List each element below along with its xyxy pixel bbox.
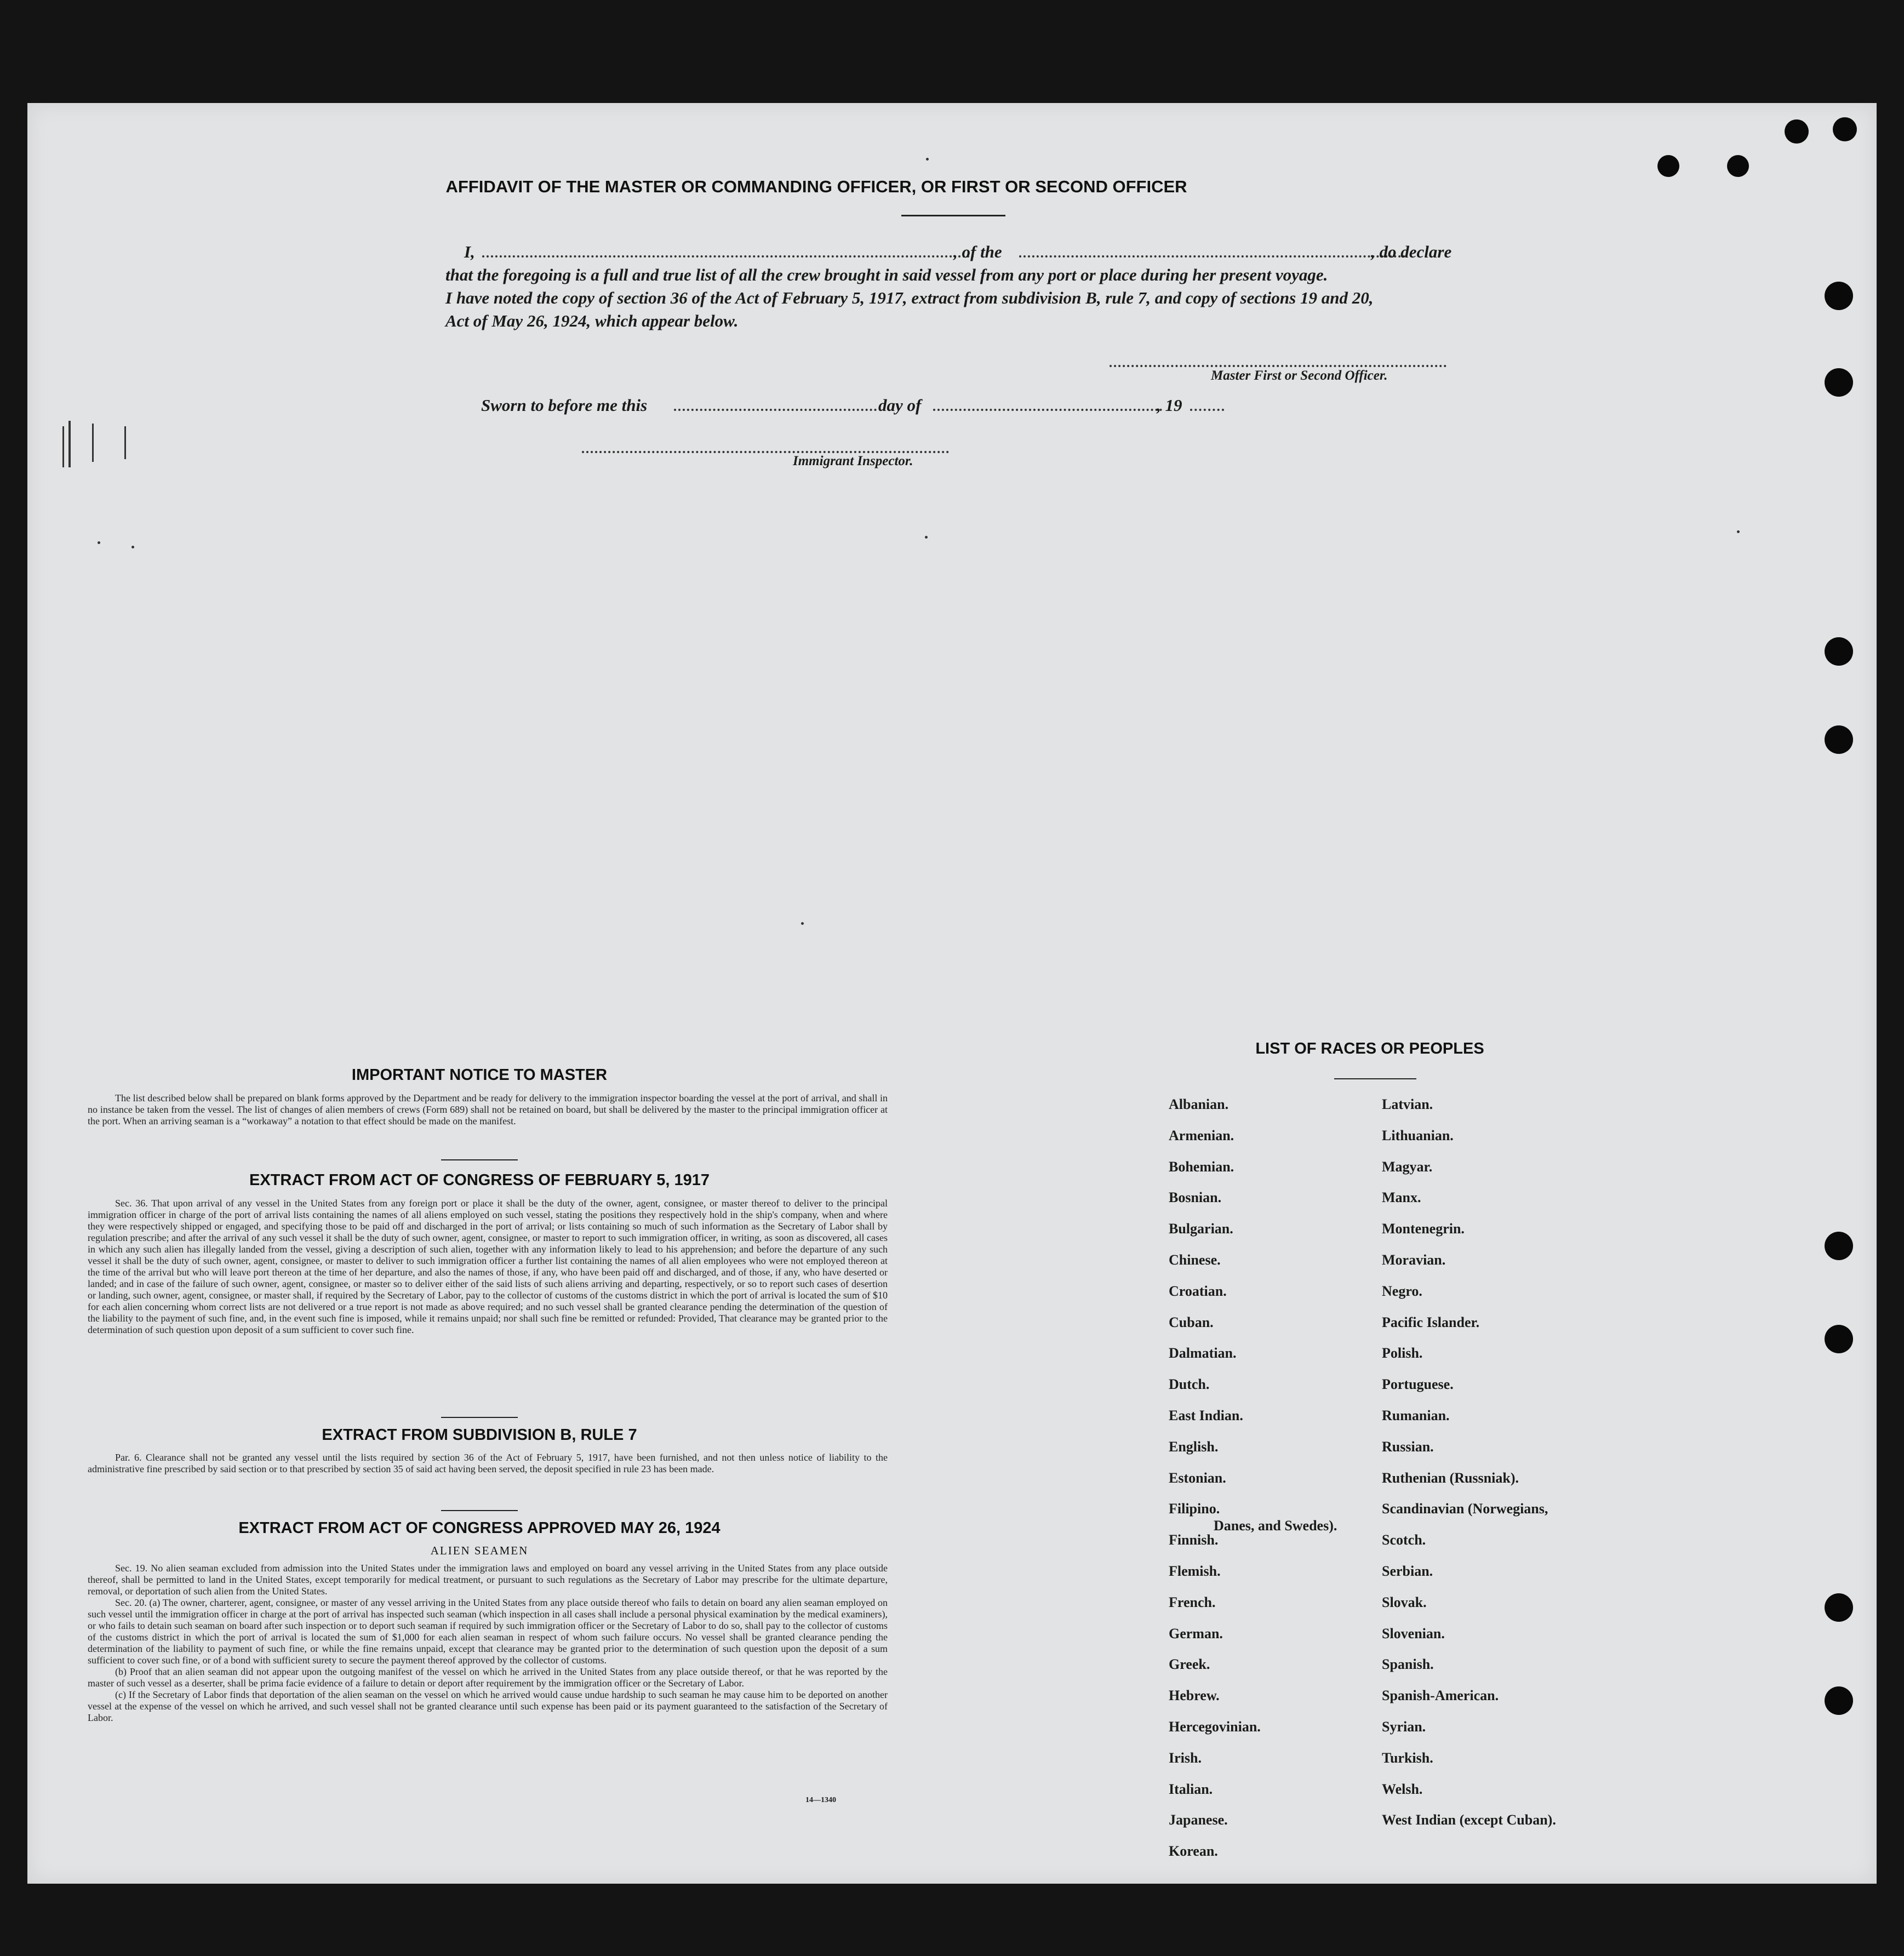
race-item: Pacific Islander. — [1382, 1314, 1480, 1330]
stray-mark — [926, 158, 929, 161]
punch-hole — [1825, 637, 1853, 666]
alien-seamen-subtitle: ALIEN SEAMEN — [430, 1544, 529, 1557]
stray-mark — [801, 922, 804, 925]
vessel-blank — [1019, 255, 1405, 258]
race-item: Moravian. — [1382, 1252, 1446, 1268]
race-item: Korean. — [1169, 1843, 1218, 1860]
title-rule — [901, 215, 1005, 216]
affidavit-declare-label: , do declare — [1371, 242, 1452, 261]
race-item: Portuguese. — [1382, 1376, 1454, 1393]
race-item: Finnish. — [1169, 1532, 1219, 1548]
race-item: English. — [1169, 1438, 1219, 1455]
affidavit-i-label: I, — [464, 242, 475, 261]
notice-paragraph: The list described below shall be prepared on blank forms approved by the Department and be ready for delivery to the immigration inspector boarding the vessel at the port of arrival, and shall in no instance be taken from the vessel. The list of changes of alien members of crews (Form 689) shall not be retained on board, but shall be delivered by the master to the principal immigration officer at the port. When an arriving seaman is a “workaway” a notation to that effect should be made on the manifest. — [88, 1093, 888, 1126]
race-item: Welsh. — [1382, 1781, 1423, 1797]
race-item: Hercegovinian. — [1169, 1719, 1261, 1735]
inspector-signature-label: Immigrant Inspector. — [793, 454, 913, 468]
race-item: Italian. — [1169, 1781, 1213, 1797]
sec-19-paragraph: Sec. 19. No alien seaman excluded from admission into the United States under the immigration laws and employed on board any vessel arriving in the United States from any place outside thereof, shall be permitted to land in the United States, except temporarily for medical treatment, or pursuant to such regulations as the Secretary of Labor may prescribe for the ultimate departure, removal, or deportation of such alien from the United States. — [88, 1563, 888, 1597]
stray-mark — [62, 426, 64, 467]
extract-rule7-text — [88, 1452, 888, 1475]
master-signature-line — [1110, 365, 1446, 367]
inspector-signature-line — [582, 451, 949, 453]
race-item: Syrian. — [1382, 1719, 1426, 1735]
race-item: Scandinavian (Norwegians, — [1382, 1501, 1548, 1517]
section-rule — [441, 1417, 518, 1418]
punch-hole — [1825, 368, 1853, 397]
name-blank — [482, 255, 974, 258]
race-item: Hebrew. — [1169, 1688, 1220, 1704]
punch-hole — [1825, 282, 1853, 310]
race-item: Irish. — [1169, 1749, 1202, 1766]
race-item: Slovak. — [1382, 1594, 1427, 1610]
race-item: Cuban. — [1169, 1314, 1214, 1330]
race-item: Bulgarian. — [1169, 1221, 1233, 1237]
section-rule — [441, 1159, 518, 1160]
race-item: Spanish-American. — [1382, 1688, 1499, 1704]
extract-1917-text — [88, 1198, 888, 1336]
sworn-month-blank — [933, 409, 1162, 411]
extract-1917-title: EXTRACT FROM ACT OF CONGRESS OF FEBRUARY 5, 1917 — [249, 1171, 710, 1189]
punch-hole — [1657, 155, 1679, 177]
race-item: Serbian. — [1382, 1563, 1433, 1579]
punch-hole — [1825, 1325, 1853, 1353]
punch-hole — [1825, 1593, 1853, 1622]
affidavit-of-the-label: , of the — [953, 242, 1002, 261]
punch-hole — [1727, 155, 1749, 177]
punch-hole — [1785, 119, 1809, 144]
day-of-label: day of — [878, 396, 922, 415]
notice-title: IMPORTANT NOTICE TO MASTER — [351, 1066, 608, 1084]
race-item: Croatian. — [1169, 1283, 1227, 1299]
race-item: Filipino. — [1169, 1501, 1220, 1517]
rule7-paragraph: Par. 6. Clearance shall not be granted any vessel until the lists required by section 36 of the Act of February 5, 1917, have been furnished, and not then unless notice of liability to the administrative fine prescribed by said section or to that prescribed by section 35 of said act having been served, the deposit specified in rule 23 has been made. — [88, 1452, 888, 1474]
race-item: Dutch. — [1169, 1376, 1210, 1393]
master-signature-label: Master First or Second Officer. — [1211, 368, 1388, 383]
extract-1924-title: EXTRACT FROM ACT OF CONGRESS APPROVED MAY 26, 1924 — [238, 1519, 721, 1537]
stray-mark — [925, 536, 928, 539]
race-item: Armenian. — [1169, 1127, 1234, 1143]
race-item: Danes, and Swedes). — [1214, 1518, 1337, 1534]
race-item: Magyar. — [1382, 1158, 1433, 1175]
sworn-label: Sworn to before me this — [481, 396, 648, 415]
race-item: Lithuanian. — [1382, 1127, 1454, 1143]
punch-hole — [1833, 117, 1857, 141]
race-item: Chinese. — [1169, 1252, 1221, 1268]
affidavit-line-3: I have noted the copy of section 36 of the Act of February 5, 1917, extract from subdivision B, rule 7, and copy of sections 19 and 20, — [445, 288, 1374, 307]
section-36-paragraph: Sec. 36. That upon arrival of any vessel in the United States from any foreign port or place it shall be the duty of the owner, agent, consignee, or master thereof to deliver to the principal immigration officer in charge of the port of arrival lists containing the names of all aliens employed on such vessel, stating the positions they respectively hold in the ship's company, when and where they were respectively shipped or engaged, and specifying those to be paid off and discharged in the port of arrival; or lists containing so much of such information as the Secretary of Labor shall by regulation prescribe; and after the arrival of any such vessel it shall be the duty of such owner, agent, consignee, or master to report to such immigration officer, in writing, as soon as discovered, all cases in which any such alien has illegally landed from the vessel, giving a description of such alien, together with any information likely to lead to his apprehension; and before the departure of any such vessel it shall be the duty of such owner, agent, consignee, or master to deliver to such immigration officer a further list containing the names of all alien employees who were not employed thereon at the time of the arrival but who will leave port thereon at the time of her departure, and also the names of those, if any, who have been paid off and discharged, and of those, if any, who have deserted or landed; and in case of the failure of such owner, agent, consignee, or master so to deliver either of the said lists of such aliens arriving and departing, respectively, or so to report such cases of desertion or landing, such owner, agent, consignee, or master shall, if required by the Secretary of Labor, pay to the collector of customs of the customs district in which the port of arrival is located the sum of $10 for each alien concerning whom correct lists are not delivered or a true report is not made as above required; and no such vessel shall be granted clearance pending the determination of the question of the liability to the payment of such fine, and, in the event such fine is imposed, while it remains unpaid; nor shall such fine be remitted or refunded: Provided, That clearance may be granted prior to the determination of such question upon deposit of a sum sufficient to cover such fine. — [88, 1198, 888, 1335]
extract-rule7-title: EXTRACT FROM SUBDIVISION B, RULE 7 — [322, 1426, 637, 1444]
race-item: Polish. — [1382, 1345, 1423, 1362]
affidavit-title: AFFIDAVIT OF THE MASTER OR COMMANDING OFFICER, OR FIRST OR SECOND OFFICER — [445, 177, 1187, 196]
race-item: East Indian. — [1169, 1408, 1243, 1423]
punch-hole — [1825, 725, 1853, 754]
race-item: Negro. — [1382, 1283, 1422, 1299]
race-item: Russian. — [1382, 1438, 1434, 1455]
race-item: Albanian. — [1169, 1096, 1229, 1112]
notice-text — [88, 1093, 888, 1127]
race-item: West Indian (except Cuban). — [1382, 1812, 1556, 1828]
race-item: Rumanian. — [1382, 1408, 1450, 1423]
race-item: French. — [1169, 1594, 1216, 1610]
sec-20a-paragraph: Sec. 20. (a) The owner, charterer, agent, consignee, or master of any vessel arriving in the United States from any place outside thereof who fails to detain on board any alien seaman employed on such vessel until the immigration officer in charge at the port of arrival has inspected such seaman (which inspection in all cases shall include a personal physical examination by the medical examiners), or who fails to detain such seaman on board after such inspection or to deport such seaman if required by such immigration officer or the Secretary of Labor to do so, shall pay to the collector of customs of the customs district in which the port of arrival is located the sum of $1,000 for each alien seaman in respect of whom such failure occurs. No vessel shall be granted clearance pending the determination of the liability to payment of such fine, or while the fine remains unpaid, except that clearance may be granted prior to the determination of such question upon the deposit of a sum sufficient to cover such fine, or of a bond with sufficient surety to secure the payment thereof approved by the collector of customs. — [88, 1597, 888, 1666]
races-title: LIST OF RACES OR PEOPLES — [1255, 1040, 1484, 1057]
form-number: 14—1340 — [805, 1796, 836, 1804]
section-rule — [441, 1510, 518, 1511]
race-item: Turkish. — [1382, 1749, 1433, 1766]
sec-20b-paragraph: (b) Proof that an alien seaman did not appear upon the outgoing manifest of the vessel on which he arrived in the United States from any place outside thereof, or that he was reported by the master of such vessel as a deserter, shall be prima facie evidence of a failure to detain or deport after requirement by the immigration officer or the Secretary of Labor. — [88, 1666, 888, 1689]
stray-mark — [68, 421, 71, 467]
affidavit-line-4: Act of May 26, 1924, which appear below. — [445, 311, 739, 330]
stray-mark — [131, 546, 134, 548]
race-item: Slovenian. — [1382, 1625, 1445, 1642]
stray-mark — [124, 426, 126, 459]
race-item: Spanish. — [1382, 1656, 1434, 1673]
race-item: Montenegrin. — [1382, 1221, 1465, 1237]
race-item: Bohemian. — [1169, 1158, 1234, 1175]
punch-hole — [1825, 1232, 1853, 1260]
sec-20c-paragraph: (c) If the Secretary of Labor finds that deportation of the alien seaman on the vessel on which he arrived would cause undue hardship to such seaman he may cause him to be deported on another vessel at the expense of the vessel on which he arrived, and such vessel shall not be granted clearance until such expense has been paid or its payment guaranteed to the satisfaction of the Secretary of Labor. — [88, 1689, 888, 1723]
race-item: Dalmatian. — [1169, 1345, 1237, 1362]
race-item: Latvian. — [1382, 1096, 1433, 1112]
races-title-rule — [1334, 1078, 1416, 1079]
affidavit-line-2: that the foregoing is a full and true list of all the crew brought in said vessel from any port or place during her present voyage. — [445, 265, 1328, 284]
year-label: , 19 — [1157, 396, 1182, 415]
race-item: Bosnian. — [1169, 1189, 1222, 1206]
race-item: Flemish. — [1169, 1563, 1221, 1579]
document-page — [27, 103, 1877, 1884]
race-item: Greek. — [1169, 1656, 1210, 1673]
race-item: Japanese. — [1169, 1812, 1228, 1828]
race-item: Ruthenian (Russniak). — [1382, 1469, 1519, 1486]
race-item: German. — [1169, 1625, 1223, 1642]
punch-hole — [1825, 1686, 1853, 1715]
sworn-day-blank — [674, 409, 877, 411]
stray-mark — [1737, 530, 1740, 533]
sworn-year-blank — [1190, 409, 1224, 411]
stray-mark — [98, 541, 100, 544]
race-item: Scotch. — [1382, 1532, 1426, 1548]
race-item: Estonian. — [1169, 1469, 1226, 1486]
stray-mark — [92, 424, 94, 462]
race-item: Manx. — [1382, 1189, 1421, 1206]
extract-1924-text — [88, 1563, 888, 1724]
